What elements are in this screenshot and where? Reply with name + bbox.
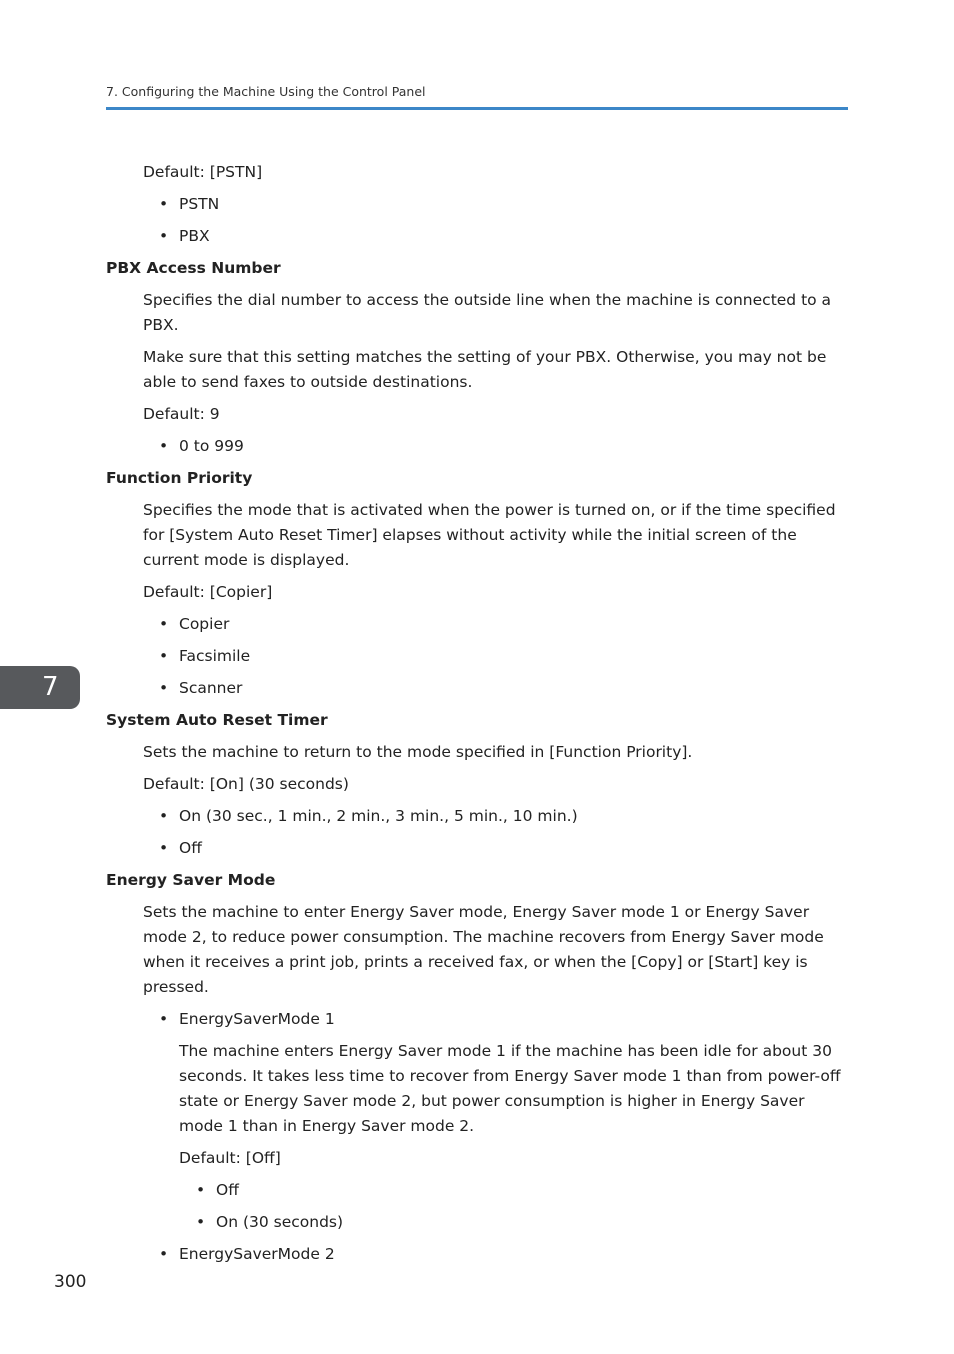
auto-reset-desc: Sets the machine to return to the mode specified in [Function Priority]. <box>143 743 693 761</box>
page-number: 300 <box>54 1272 87 1292</box>
chapter-tab: 7 <box>0 666 80 709</box>
list-item: • Off <box>179 836 848 861</box>
auto-reset-options <box>106 804 848 861</box>
function-priority-options <box>106 612 848 701</box>
function-priority-desc: Specifies the mode that is activated when the power is turned on, or if the time specified for [System Auto Reset Timer] elapses without activity while the initial screen of the current mode is displayed. <box>143 501 836 569</box>
line-type-default: Default: [PSTN] <box>143 163 263 181</box>
page-content <box>106 160 848 1274</box>
list-item: • EnergySaverMode 2 <box>179 1242 848 1267</box>
pbx-access-desc-2: Make sure that this setting matches the setting of your PBX. Otherwise, you may not be able to send faxes to outside destinations. <box>143 348 827 391</box>
list-item: • PBX <box>179 224 848 249</box>
energy-saver-heading: Energy Saver Mode <box>106 871 276 889</box>
list-item: • On (30 sec., 1 min., 2 min., 3 min., 5 min., 10 min.) <box>179 804 848 829</box>
list-item: • Copier <box>179 612 848 637</box>
list-item: • 0 to 999 <box>179 434 848 459</box>
header-rule <box>106 107 848 110</box>
pbx-access-options <box>106 434 848 459</box>
energy-saver-modes-2 <box>106 1242 848 1267</box>
auto-reset-heading: System Auto Reset Timer <box>106 711 328 729</box>
line-type-options <box>106 192 848 249</box>
auto-reset-default: Default: [On] (30 seconds) <box>143 775 349 793</box>
list-item: • Scanner <box>179 676 848 701</box>
pbx-access-heading: PBX Access Number <box>106 259 281 277</box>
list-item: • PSTN <box>179 192 848 217</box>
energy-saver-desc: Sets the machine to enter Energy Saver mode, Energy Saver mode 1 or Energy Saver mode 2, to reduce power consumption. The machine recovers from Energy Saver mode when it receives a print job, prints a received fax, or when the [Copy] or [Start] key is pressed. <box>143 903 824 996</box>
energy-saver-mode1-options <box>106 1178 848 1235</box>
list-item: • On (30 seconds) <box>216 1210 848 1235</box>
energy-saver-mode1-default: Default: [Off] <box>179 1149 281 1167</box>
function-priority-default: Default: [Copier] <box>143 583 273 601</box>
pbx-access-desc-1: Specifies the dial number to access the outside line when the machine is connected to a PBX. <box>143 291 832 334</box>
default-value: 9 <box>209 405 220 423</box>
list-item: • EnergySaverMode 1 <box>179 1007 848 1032</box>
running-header: 7. Configuring the Machine Using the Control Panel <box>106 84 426 99</box>
list-item: • Facsimile <box>179 644 848 669</box>
energy-saver-modes <box>106 1007 848 1032</box>
pbx-access-default <box>143 402 848 427</box>
default-label: Default: <box>143 405 210 423</box>
list-item: • Off <box>216 1178 848 1203</box>
energy-saver-mode1-desc: The machine enters Energy Saver mode 1 if the machine has been idle for about 30 seconds. It takes less time to recover from Energy Saver mode 1 than from power-off state or Energy Saver mode 2, but power consumption is higher in Energy Saver mode 1 than in Energy Saver mode 2. <box>179 1042 841 1135</box>
function-priority-heading: Function Priority <box>106 469 253 487</box>
